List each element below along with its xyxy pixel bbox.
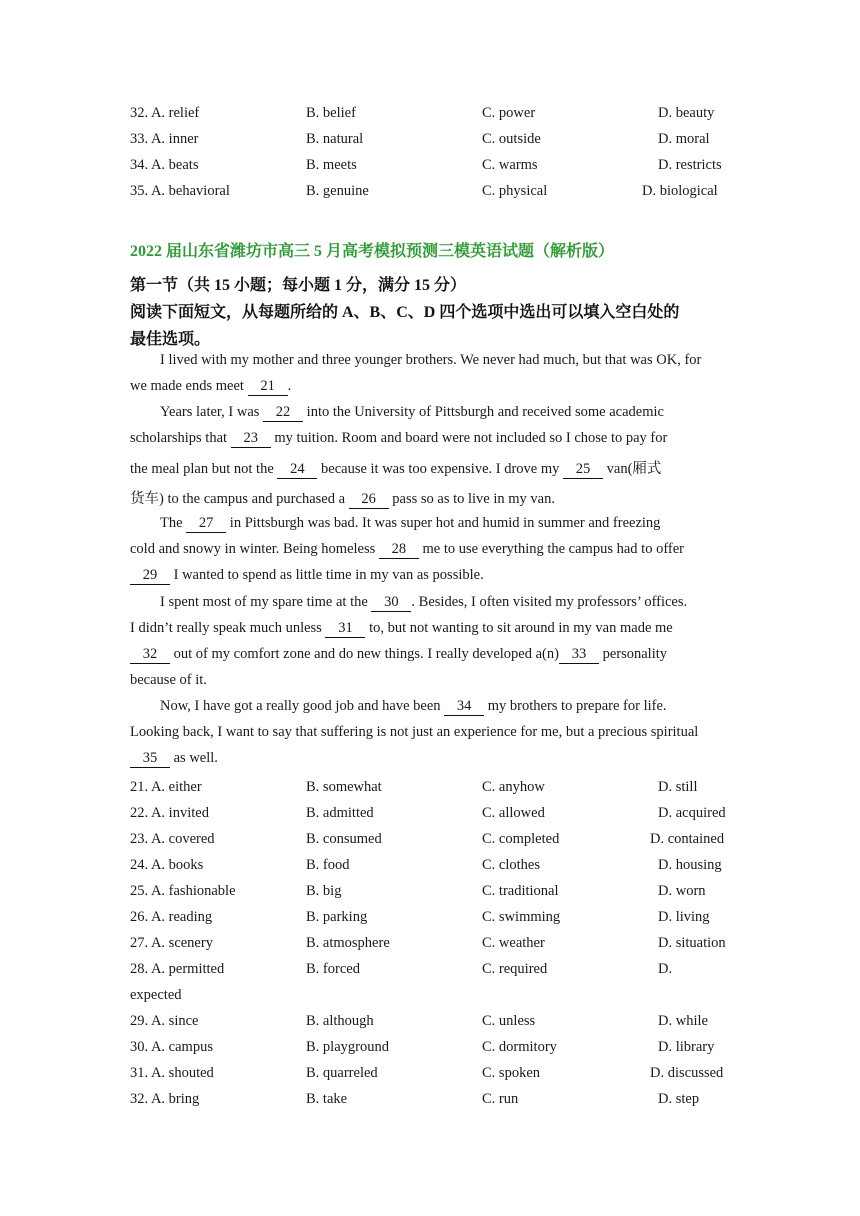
option-c: C. allowed [482, 805, 545, 821]
passage-line: because of it. [130, 672, 207, 688]
option-a: 30. A. campus [130, 1039, 213, 1055]
option-row [0, 775, 860, 799]
option-b: B. food [306, 857, 350, 873]
option-a: 27. A. scenery [130, 935, 213, 951]
option-d: D. biological [642, 183, 718, 199]
option-d: D. acquired [658, 805, 726, 821]
option-row [0, 1035, 860, 1059]
blank-28[interactable]: 28 [379, 541, 419, 559]
option-a: 24. A. books [130, 857, 204, 873]
option-b: B. admitted [306, 805, 374, 821]
option-c: C. run [482, 1091, 519, 1107]
option-c: C. clothes [482, 857, 540, 873]
option-row [0, 153, 860, 177]
option-a: 33. A. inner [130, 131, 199, 147]
blank-33[interactable]: 33 [559, 646, 599, 664]
option-row [0, 905, 860, 929]
option-row [0, 101, 860, 125]
blank-24[interactable]: 24 [277, 461, 317, 479]
passage-line: 35 as well. [130, 750, 740, 768]
passage-line: Now, I have got a really good job and have been 34 my brothers to prepare for life. [160, 698, 667, 714]
blank-27[interactable]: 27 [186, 515, 226, 533]
instruction-line-1: 阅读下面短文，从每题所给的 A、B、C、D 四个选项中选出可以填入空白处的 [130, 304, 680, 321]
blank-30[interactable]: 30 [371, 594, 411, 612]
option-d: D. contained [650, 831, 725, 847]
option-a: 34. A. beats [130, 157, 199, 173]
blank-34[interactable]: 34 [444, 698, 484, 716]
option-d: D. living [658, 909, 710, 925]
passage-line: Years later, I was 22 into the University of Pittsburgh and received some academic [160, 404, 664, 420]
option-c: C. weather [482, 935, 545, 951]
option-d: D. housing [658, 857, 722, 873]
option-row [0, 853, 860, 877]
option-a: 29. A. since [130, 1013, 199, 1029]
blank-21[interactable]: 21 [248, 378, 288, 396]
option-row [0, 931, 860, 955]
option-a: 32. A. relief [130, 105, 200, 121]
option-d: D. beauty [658, 105, 715, 121]
option-b: B. parking [306, 909, 368, 925]
passage-line: I didn’t really speak much unless 31 to, but not wanting to sit around in my van made me [130, 620, 673, 636]
option-d: D. [658, 961, 673, 977]
blank-35[interactable]: 35 [130, 750, 170, 768]
option-c: C. swimming [482, 909, 561, 925]
option-d: D. still [658, 779, 698, 795]
option-c: C. unless [482, 1013, 536, 1029]
option-c: C. completed [482, 831, 560, 847]
blank-23[interactable]: 23 [231, 430, 271, 448]
option-b: B. playground [306, 1039, 389, 1055]
option-row [0, 879, 860, 903]
option-c: C. outside [482, 131, 541, 147]
option-d-continued: expected [130, 987, 182, 1003]
option-d: D. worn [658, 883, 706, 899]
option-c: C. power [482, 105, 536, 121]
passage-line: I spent most of my spare time at the 30 . Besides, I often visited my professors’ offices. [160, 594, 688, 610]
blank-25[interactable]: 25 [563, 461, 603, 479]
option-c: C. physical [482, 183, 548, 199]
blank-29[interactable]: 29 [130, 567, 170, 585]
option-b: B. although [306, 1013, 374, 1029]
option-c: C. warms [482, 157, 538, 173]
option-d: D. discussed [650, 1065, 724, 1081]
option-b: B. take [306, 1091, 348, 1107]
option-row [0, 1061, 860, 1085]
option-c: C. anyhow [482, 779, 545, 795]
option-c: C. traditional [482, 883, 559, 899]
option-row [0, 127, 860, 151]
option-a: 21. A. either [130, 779, 202, 795]
option-d: D. while [658, 1013, 708, 1029]
passage-line: The 27 in Pittsburgh was bad. It was super hot and humid in summer and freezing [160, 515, 661, 531]
option-d: D. situation [658, 935, 726, 951]
option-a: 31. A. shouted [130, 1065, 214, 1081]
option-b: B. consumed [306, 831, 382, 847]
option-b: B. forced [306, 961, 360, 977]
blank-22[interactable]: 22 [263, 404, 303, 422]
option-row [0, 801, 860, 825]
passage-line: 货车) to the campus and purchased a 26 pass so as to live in my van. [130, 491, 555, 507]
option-a: 25. A. fashionable [130, 883, 236, 899]
option-b: B. somewhat [306, 779, 382, 795]
option-c: C. required [482, 961, 548, 977]
option-c: C. spoken [482, 1065, 540, 1081]
option-d: D. step [658, 1091, 700, 1107]
option-b: B. quarreled [306, 1065, 378, 1081]
option-a: 23. A. covered [130, 831, 215, 847]
option-b: B. natural [306, 131, 364, 147]
option-row [0, 179, 860, 203]
option-b: B. atmosphere [306, 935, 390, 951]
passage-line: cold and snowy in winter. Being homeless 28 me to use everything the campus had to offer [130, 541, 684, 557]
option-a: 26. A. reading [130, 909, 213, 925]
option-c: C. dormitory [482, 1039, 557, 1055]
section-title: 2022 届山东省潍坊市高三 5 月高考模拟预测三模英语试题（解析版） [130, 243, 615, 260]
option-d: D. moral [658, 131, 710, 147]
option-b: B. big [306, 883, 342, 899]
part-title: 第一节（共 15 小题；每小题 1 分，满分 15 分） [130, 277, 467, 294]
passage-line: scholarships that 23 my tuition. Room and board were not included so I chose to pay for [130, 430, 668, 446]
option-row [0, 1087, 860, 1111]
option-d: D. restricts [658, 157, 722, 173]
instruction-line-2: 最佳选项。 [130, 331, 211, 348]
option-row [0, 827, 860, 851]
option-wrap [0, 983, 860, 1007]
option-a: 28. A. permitted [130, 961, 225, 977]
option-a: 35. A. behavioral [130, 183, 230, 199]
option-row [0, 1009, 860, 1033]
option-row [0, 957, 860, 981]
passage-line: the meal plan but not the 24 because it was too expensive. I drove my 25 van(厢式 [130, 461, 662, 477]
option-b: B. meets [306, 157, 357, 173]
passage-line: we made ends meet 21 . [130, 378, 292, 394]
passage-line: Looking back, I want to say that suffering is not just an experience for me, but a precious spiritual [130, 724, 699, 740]
option-a: 22. A. invited [130, 805, 209, 821]
passage-line: 32 out of my comfort zone and do new things. I really developed a(n) 33 personality [130, 646, 740, 664]
option-b: B. belief [306, 105, 356, 121]
option-b: B. genuine [306, 183, 369, 199]
blank-26[interactable]: 26 [349, 491, 389, 509]
passage-line: 29 I wanted to spend as little time in my van as possible. [130, 567, 740, 585]
option-d: D. library [658, 1039, 715, 1055]
blank-31[interactable]: 31 [325, 620, 365, 638]
passage-line: I lived with my mother and three younger brothers. We never had much, but that was OK, for [160, 352, 702, 368]
option-a: 32. A. bring [130, 1091, 200, 1107]
blank-32[interactable]: 32 [130, 646, 170, 664]
